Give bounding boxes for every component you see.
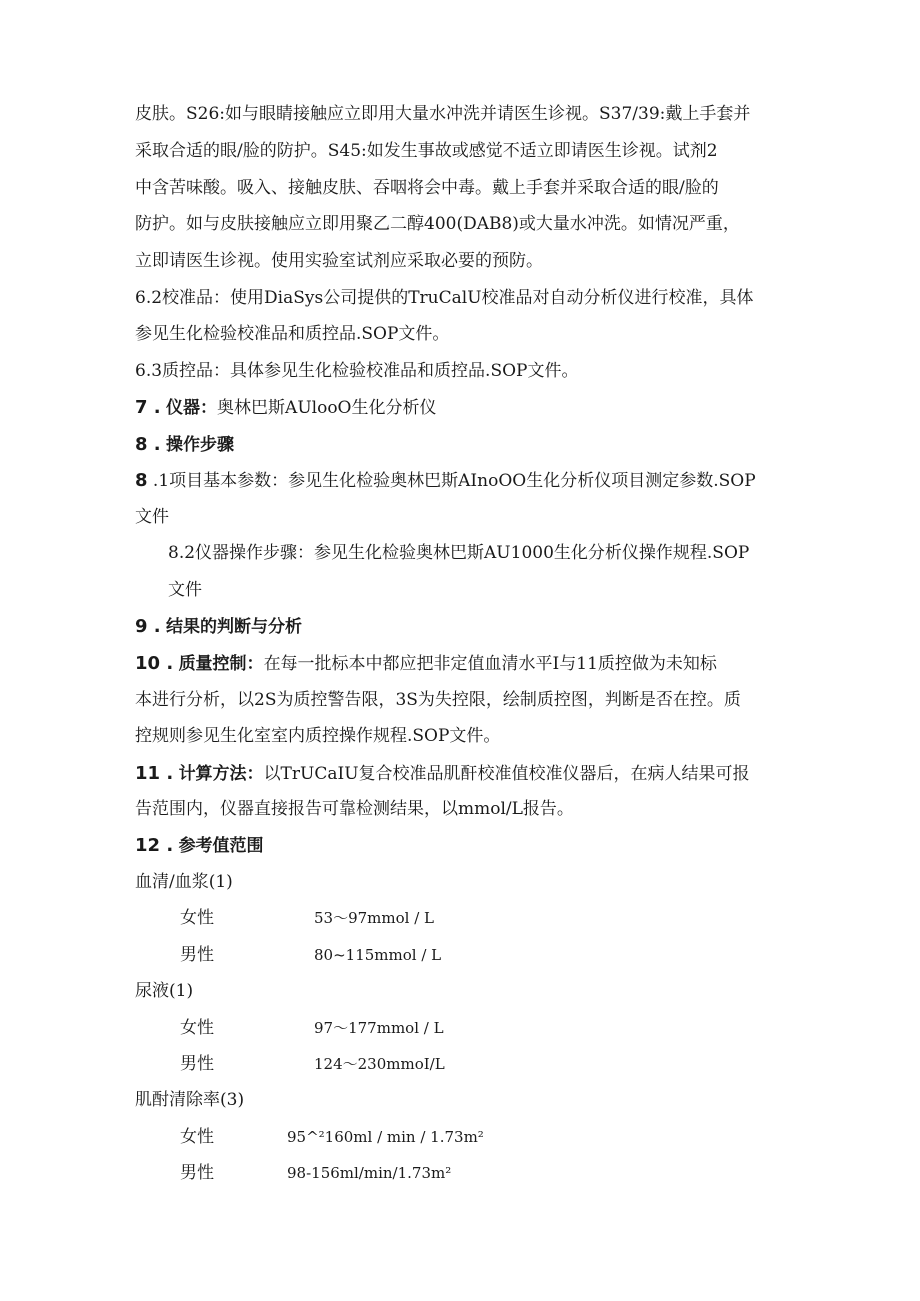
section-7-heading [135, 389, 437, 426]
safety-line-1: 皮肤。S26:如与眼睛接触应立即用大量水冲洗并请医生诊视。S37/39:戴上手套并 [135, 104, 751, 124]
ref-clearance-female-value: 95^²160ml / min / 1.73m² [287, 1128, 484, 1146]
ref-urine-female-label: 女性 [180, 1018, 214, 1038]
section-9-heading [135, 608, 302, 645]
qc-material-line: 6.3质控品：具体参见生化检验校准品和质控品.SOP文件。 [135, 361, 579, 381]
section-11-title: 计算方法： [178, 764, 264, 784]
ref-clearance-label: 肌酎清除率(3) [135, 1090, 245, 1110]
section-8-1-line-2: 文件 [135, 507, 169, 527]
section-11-number: 11 . [135, 763, 174, 784]
section-7-title: 仪器： [166, 398, 218, 418]
safety-line-5: 立即请医生诊视。使用实验室试剂应采取必要的预防。 [135, 251, 543, 271]
safety-line-3: 中含苦味酸。吸入、接触皮肤、吞咽将会中毒。戴上手套并采取合适的眼/脸的 [135, 178, 719, 198]
calibrator-line-1: 6.2校准品：使用DiaSys公司提供的TruCalU校准品对自动分析仪进行校准，具体 [135, 288, 754, 308]
section-7-number: 7 . [135, 397, 161, 418]
ref-clearance-male-label: 男性 [180, 1163, 214, 1183]
ref-urine-male-value: 124～230mmoI/L [314, 1055, 445, 1073]
section-10-text-1: 在每一批标本中都应把非定值血清水平Ⅰ与11质控做为未知标 [263, 654, 717, 674]
section-8-number: 8 . [135, 434, 161, 455]
section-11-text-1: 以TrUCaIU复合校准品肌酐校准值校准仪器后，在病人结果可报 [263, 764, 750, 784]
safety-line-2: 采取合适的眼/脸的防护。S45:如发生事故或感觉不适立即请医生诊视。试剂2 [135, 141, 718, 161]
ref-clearance-female-label: 女性 [180, 1127, 214, 1147]
calibrator-line-2: 参见生化检验校准品和质控品.SOP文件。 [135, 324, 450, 344]
section-8-2-line-1: 8.2仪器操作步骤：参见生化检验奥林巴斯AU1000生化分析仪操作规程.SOP [168, 543, 750, 563]
section-7-body: 奥林巴斯AUlooO生化分析仪 [217, 398, 437, 418]
ref-serum-label: 血清/血浆(1) [135, 872, 233, 892]
safety-line-4: 防护。如与皮肤接触应立即用聚乙二醇400(DAB8)或大量水冲洗。如情况严重， [135, 214, 740, 234]
section-8-1-line-1 [135, 462, 756, 499]
section-9-title: 结果的判断与分析 [166, 617, 303, 637]
section-8-heading [135, 426, 234, 463]
ref-serum-female-label: 女性 [180, 908, 214, 928]
section-8-1-number: 8 [135, 470, 148, 491]
ref-serum-male-label: 男性 [180, 945, 214, 965]
section-8-title: 操作步骤 [166, 435, 235, 455]
section-9-number: 9 . [135, 616, 161, 637]
section-10-number: 10 . [135, 653, 174, 674]
ref-serum-female-value: 53～97mmol / L [314, 909, 435, 927]
section-8-2-line-2: 文件 [168, 580, 202, 600]
section-12-title: 参考值范围 [178, 836, 264, 856]
ref-urine-male-label: 男性 [180, 1054, 214, 1074]
ref-serum-male-value: 80~115mmol / L [314, 946, 442, 964]
section-10-line-1 [135, 645, 717, 682]
section-10-line-2: 本进行分析，以2S为质控警告限，3S为失控限，绘制质控图，判断是否在控。质 [135, 690, 741, 710]
section-10-line-3: 控规则参见生化室室内质控操作规程.SOP文件。 [135, 726, 501, 746]
section-8-1-text: .1项目基本参数：参见生化检验奥林巴斯AInoOO生化分析仪项目测定参数.SOP [147, 471, 756, 491]
ref-clearance-male-value: 98-156ml/min/1.73m² [287, 1164, 452, 1182]
ref-urine-label: 尿液(1) [135, 981, 194, 1001]
section-11-line-1 [135, 755, 750, 792]
section-10-title: 质量控制： [178, 654, 264, 674]
ref-urine-female-value: 97～177mmol / L [314, 1019, 444, 1037]
section-12-heading [135, 827, 264, 864]
section-11-line-2: 告范围内，仪器直接报告可靠检测结果，以mmol/L报告。 [135, 799, 574, 819]
section-12-number: 12 . [135, 835, 174, 856]
